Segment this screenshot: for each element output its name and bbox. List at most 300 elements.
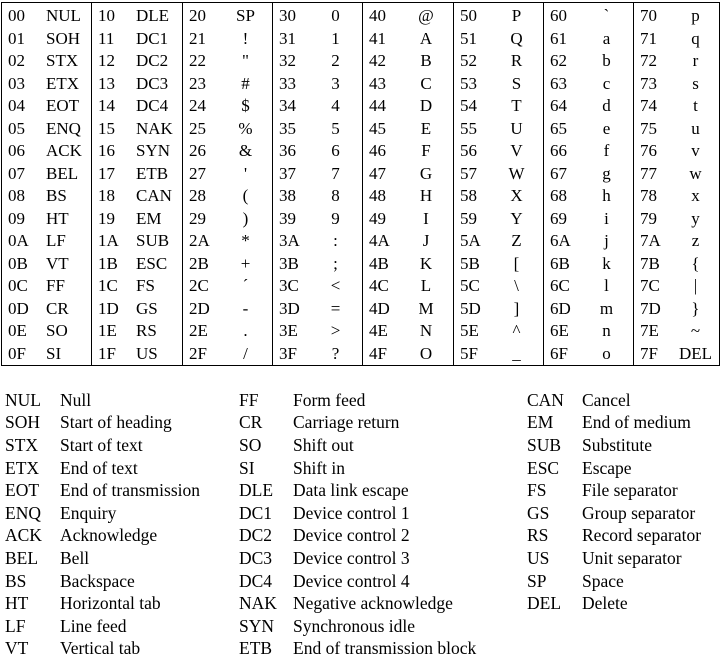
legend-description: Escape: [582, 457, 632, 478]
table-cell: [92, 275, 182, 298]
char-symbol: STX: [46, 51, 79, 71]
char-symbol: SYN: [136, 141, 171, 161]
legend-item: [527, 525, 701, 548]
legend-abbreviation: STX: [5, 434, 39, 455]
legend-description: Horizontal tab: [60, 593, 161, 614]
legend-description: Device control 2: [293, 525, 410, 546]
hex-code: 7E: [640, 321, 659, 341]
legend-item: [239, 502, 476, 525]
legend-abbreviation: DC4: [239, 570, 273, 591]
hex-code: 2B: [189, 253, 209, 273]
legend-abbreviation: EOT: [5, 480, 40, 501]
hex-code: 58: [460, 186, 477, 206]
hex-code: 39: [279, 208, 296, 228]
hex-code: 61: [550, 28, 567, 48]
legend-item: [527, 412, 701, 435]
table-cell: [544, 253, 633, 276]
char-symbol: [: [513, 253, 520, 273]
legend-description: Data link escape: [293, 480, 409, 501]
legend-abbreviation: ENQ: [5, 502, 41, 523]
hex-code: 43: [369, 73, 386, 93]
table-cell: [273, 343, 362, 366]
char-symbol: 4: [331, 96, 340, 116]
table-cell: [544, 185, 633, 208]
hex-code: 60: [550, 6, 567, 26]
char-symbol: a: [602, 28, 611, 48]
char-symbol: 6: [331, 141, 340, 161]
legend-abbreviation: US: [527, 547, 550, 568]
hex-code: 05: [8, 118, 25, 138]
table-cell: [454, 5, 543, 28]
table-cell: [92, 163, 182, 186]
char-symbol: ´: [242, 276, 249, 296]
char-symbol: 0: [331, 6, 340, 26]
table-column: [363, 3, 454, 365]
table-cell: [634, 230, 721, 253]
hex-code: 24: [189, 96, 206, 116]
hex-code: 36: [279, 141, 296, 161]
legend-description: Carriage return: [293, 412, 400, 433]
table-cell: [2, 298, 91, 321]
hex-code: 40: [369, 6, 386, 26]
hex-code: 5E: [460, 321, 479, 341]
hex-code: 55: [460, 118, 477, 138]
char-symbol: d: [602, 96, 611, 116]
hex-code: 0D: [8, 298, 29, 318]
hex-code: 6D: [550, 298, 571, 318]
char-symbol: SUB: [136, 231, 170, 251]
legend-item: [5, 434, 200, 457]
table-cell: [363, 73, 453, 96]
hex-code: 67: [550, 163, 567, 183]
hex-code: 1A: [98, 231, 119, 251]
table-cell: [544, 163, 633, 186]
hex-code: 53: [460, 73, 477, 93]
table-cell: [634, 140, 721, 163]
char-symbol: DEL: [678, 343, 713, 363]
hex-code: 45: [369, 118, 386, 138]
table-cell: [363, 163, 453, 186]
char-symbol: |: [693, 276, 698, 296]
legend-description: Record separator: [582, 525, 702, 546]
table-cell: [183, 95, 272, 118]
char-symbol: SP: [236, 6, 255, 26]
hex-code: 78: [640, 186, 657, 206]
char-symbol: v: [691, 141, 700, 161]
legend-abbreviation: FF: [239, 389, 259, 410]
legend-item: [5, 502, 200, 525]
table-cell: [363, 208, 453, 231]
table-cell: [2, 73, 91, 96]
char-symbol: 3: [331, 73, 340, 93]
table-cell: [273, 28, 362, 51]
table-cell: [634, 163, 721, 186]
hex-code: 7D: [640, 298, 661, 318]
hex-code: 5B: [460, 253, 480, 273]
table-cell: [273, 298, 362, 321]
hex-code: 5F: [460, 343, 478, 363]
char-symbol: =: [330, 298, 341, 318]
table-column: [454, 3, 544, 365]
table-cell: [273, 5, 362, 28]
hex-code: 47: [369, 163, 386, 183]
char-symbol: S: [511, 73, 522, 93]
table-cell: [544, 208, 633, 231]
legend-item: [5, 615, 200, 638]
char-symbol: %: [238, 118, 253, 138]
char-symbol: DC3: [136, 73, 169, 93]
char-symbol: GS: [136, 298, 158, 318]
hex-code: 56: [460, 141, 477, 161]
hex-code: 37: [279, 163, 296, 183]
hex-code: 4D: [369, 298, 390, 318]
hex-code: 03: [8, 73, 25, 93]
char-symbol: n: [602, 321, 611, 341]
char-symbol: B: [420, 51, 432, 71]
table-cell: [544, 73, 633, 96]
char-symbol: ACK: [46, 141, 82, 161]
legend-description: Bell: [60, 547, 90, 568]
hex-code: 00: [8, 6, 25, 26]
char-symbol: ': [243, 163, 248, 183]
char-symbol: o: [602, 343, 611, 363]
table-cell: [2, 50, 91, 73]
legend-abbreviation: RS: [527, 525, 549, 546]
char-symbol: C: [420, 73, 432, 93]
legend-description: Backspace: [60, 570, 135, 591]
hex-code: 25: [189, 118, 206, 138]
hex-code: 62: [550, 51, 567, 71]
table-cell: [634, 298, 721, 321]
table-cell: [2, 275, 91, 298]
legend-item: [527, 389, 701, 412]
table-cell: [273, 275, 362, 298]
table-cell: [183, 343, 272, 366]
hex-code: 63: [550, 73, 567, 93]
hex-code: 41: [369, 28, 386, 48]
hex-code: 3A: [279, 231, 300, 251]
hex-code: 0F: [8, 343, 26, 363]
char-symbol: F: [421, 141, 431, 161]
legend-abbreviation: SO: [239, 434, 262, 455]
hex-code: 13: [98, 73, 115, 93]
hex-code: 04: [8, 96, 25, 116]
char-symbol: t: [693, 96, 698, 116]
table-cell: [544, 275, 633, 298]
legend-item: [239, 525, 476, 548]
char-symbol: DLE: [136, 6, 170, 26]
hex-code: 0B: [8, 253, 28, 273]
hex-code: 11: [98, 28, 115, 48]
hex-code: 79: [640, 208, 657, 228]
legend-item: [239, 434, 476, 457]
legend-abbreviation: LF: [5, 615, 26, 636]
table-cell: [634, 275, 721, 298]
table-cell: [92, 5, 182, 28]
hex-code: 52: [460, 51, 477, 71]
hex-code: 72: [640, 51, 657, 71]
legend-item: [5, 412, 200, 435]
table-column: [92, 3, 183, 365]
hex-code: 1C: [98, 276, 118, 296]
table-cell: [634, 73, 721, 96]
legend-abbreviation: ETX: [5, 457, 40, 478]
legend-abbreviation: CR: [239, 412, 263, 433]
char-symbol: >: [330, 321, 341, 341]
char-symbol: P: [511, 6, 522, 26]
table-cell: [363, 298, 453, 321]
table-cell: [92, 185, 182, 208]
table-cell: [273, 253, 362, 276]
hex-code: 01: [8, 28, 25, 48]
table-cell: [273, 320, 362, 343]
legend-item: [239, 412, 476, 435]
table-cell: [634, 5, 721, 28]
hex-code: 33: [279, 73, 296, 93]
char-symbol: ESC: [136, 253, 168, 273]
char-symbol: SO: [46, 321, 68, 341]
char-symbol: R: [510, 51, 523, 71]
legend-item: [527, 547, 701, 570]
char-symbol: g: [602, 163, 611, 183]
char-symbol: K: [419, 253, 433, 273]
legend-description: Line feed: [60, 615, 127, 636]
legend-description: Group separator: [582, 502, 696, 523]
table-cell: [363, 253, 453, 276]
hex-code: 7F: [640, 343, 658, 363]
table-column: [544, 3, 634, 365]
char-symbol: !: [242, 28, 249, 48]
table-column: [634, 3, 721, 365]
char-symbol: Q: [510, 28, 523, 48]
table-cell: [183, 253, 272, 276]
char-symbol: DC2: [136, 51, 169, 71]
char-symbol: 8: [331, 186, 340, 206]
hex-code: 0C: [8, 276, 28, 296]
hex-code: 14: [98, 96, 115, 116]
hex-code: 6C: [550, 276, 570, 296]
char-symbol: RS: [136, 321, 157, 341]
table-cell: [183, 208, 272, 231]
hex-code: 59: [460, 208, 477, 228]
table-cell: [363, 230, 453, 253]
table-cell: [183, 320, 272, 343]
hex-code: 06: [8, 141, 25, 161]
table-cell: [2, 95, 91, 118]
legend-abbreviation: GS: [527, 502, 550, 523]
char-symbol: $: [241, 96, 250, 116]
legend-item: [239, 547, 476, 570]
hex-code: 75: [640, 118, 657, 138]
legend-column: [527, 389, 701, 615]
hex-code: 46: [369, 141, 386, 161]
legend-item: [5, 592, 200, 615]
legend-description: End of transmission: [60, 480, 200, 501]
hex-code: 22: [189, 51, 206, 71]
char-symbol: f: [603, 141, 610, 161]
table-cell: [183, 185, 272, 208]
table-cell: [183, 5, 272, 28]
table-cell: [273, 208, 362, 231]
char-symbol: p: [691, 6, 700, 26]
char-symbol: FF: [46, 276, 65, 296]
hex-code: 7A: [640, 231, 661, 251]
char-symbol: h: [602, 186, 611, 206]
legend-abbreviation: SYN: [239, 615, 275, 636]
legend-item: [239, 457, 476, 480]
hex-code: 3B: [279, 253, 299, 273]
char-symbol: DC1: [136, 28, 169, 48]
hex-code: 7B: [640, 253, 660, 273]
char-symbol: k: [602, 253, 611, 273]
table-cell: [544, 5, 633, 28]
table-cell: [363, 275, 453, 298]
table-cell: [454, 95, 543, 118]
table-cell: [454, 163, 543, 186]
table-cell: [544, 28, 633, 51]
legend-description: Cancel: [582, 389, 631, 410]
table-cell: [2, 118, 91, 141]
char-symbol: \: [514, 276, 519, 296]
char-symbol: ETB: [136, 163, 169, 183]
char-symbol: 9: [331, 208, 340, 228]
table-cell: [92, 50, 182, 73]
hex-code: 6E: [550, 321, 569, 341]
table-cell: [92, 343, 182, 366]
table-cell: [2, 185, 91, 208]
char-symbol: z: [691, 231, 700, 251]
hex-code: 48: [369, 186, 386, 206]
char-symbol: c: [602, 73, 611, 93]
hex-code: 31: [279, 28, 296, 48]
hex-code: 3C: [279, 276, 299, 296]
char-symbol: m: [599, 298, 614, 318]
legend-item: [5, 479, 200, 502]
legend-abbreviation: FS: [527, 480, 547, 501]
legend-abbreviation: SOH: [5, 412, 41, 433]
hex-code: 73: [640, 73, 657, 93]
char-symbol: b: [602, 51, 611, 71]
table-cell: [2, 163, 91, 186]
legend-abbreviation: ACK: [5, 525, 42, 546]
legend-item: [527, 502, 701, 525]
hex-code: 16: [98, 141, 115, 161]
hex-code: 50: [460, 6, 477, 26]
table-cell: [363, 118, 453, 141]
legend-description: Unit separator: [582, 547, 682, 568]
table-cell: [273, 230, 362, 253]
hex-code: 07: [8, 163, 25, 183]
legend-description: Negative acknowledge: [293, 593, 453, 614]
table-cell: [454, 185, 543, 208]
table-cell: [454, 320, 543, 343]
hex-code: 6A: [550, 231, 571, 251]
hex-code: 6B: [550, 253, 570, 273]
hex-code: 2E: [189, 321, 208, 341]
char-symbol: BS: [46, 186, 67, 206]
table-cell: [92, 73, 182, 96]
char-symbol: (: [242, 186, 249, 206]
legend-abbreviation: ETB: [239, 638, 273, 659]
char-symbol: &: [238, 141, 253, 161]
table-cell: [454, 298, 543, 321]
table-cell: [634, 343, 721, 366]
table-cell: [92, 28, 182, 51]
char-symbol: NUL: [46, 6, 81, 26]
legend-item: [527, 457, 701, 480]
char-symbol: A: [419, 28, 433, 48]
legend-abbreviation: DLE: [239, 480, 274, 501]
hex-code: 2A: [189, 231, 210, 251]
table-cell: [92, 230, 182, 253]
table-cell: [273, 163, 362, 186]
char-symbol: <: [330, 276, 341, 296]
table-cell: [183, 118, 272, 141]
table-cell: [92, 208, 182, 231]
table-cell: [183, 140, 272, 163]
legend-item: [239, 570, 476, 593]
hex-code: 38: [279, 186, 296, 206]
table-cell: [2, 343, 91, 366]
table-cell: [544, 118, 633, 141]
hex-code: 20: [189, 6, 206, 26]
hex-code: 26: [189, 141, 206, 161]
table-cell: [544, 298, 633, 321]
hex-code: 69: [550, 208, 567, 228]
char-symbol: L: [420, 276, 432, 296]
table-cell: [454, 275, 543, 298]
hex-code: 18: [98, 186, 115, 206]
char-symbol: ]: [513, 298, 520, 318]
table-cell: [363, 50, 453, 73]
hex-code: 66: [550, 141, 567, 161]
table-cell: [544, 230, 633, 253]
hex-code: 6F: [550, 343, 568, 363]
hex-code: 42: [369, 51, 386, 71]
legend-item: [239, 615, 476, 638]
table-cell: [183, 275, 272, 298]
char-symbol: @: [418, 6, 434, 26]
table-cell: [454, 253, 543, 276]
legend-description: Synchronous idle: [293, 615, 416, 636]
char-symbol: ;: [333, 253, 338, 273]
ascii-table: [1, 2, 720, 366]
table-cell: [634, 95, 721, 118]
char-symbol: s: [692, 73, 699, 93]
char-symbol: NAK: [136, 118, 173, 138]
hex-code: 7C: [640, 276, 660, 296]
hex-code: 4F: [369, 343, 387, 363]
char-symbol: ENQ: [46, 118, 81, 138]
char-symbol: US: [136, 343, 158, 363]
char-symbol: G: [419, 163, 433, 183]
table-column: [273, 3, 363, 365]
hex-code: 4A: [369, 231, 390, 251]
hex-code: 64: [550, 96, 567, 116]
legend-column: [239, 389, 476, 660]
hex-code: 4C: [369, 276, 389, 296]
char-symbol: #: [241, 73, 250, 93]
char-symbol: /: [243, 343, 248, 363]
char-symbol: SI: [46, 343, 62, 363]
legend-abbreviation: DC1: [239, 502, 273, 523]
table-cell: [2, 5, 91, 28]
legend-abbreviation: NAK: [239, 593, 277, 614]
legend-abbreviation: NUL: [5, 389, 41, 410]
char-symbol: w: [689, 163, 702, 183]
table-cell: [634, 118, 721, 141]
table-cell: [92, 95, 182, 118]
